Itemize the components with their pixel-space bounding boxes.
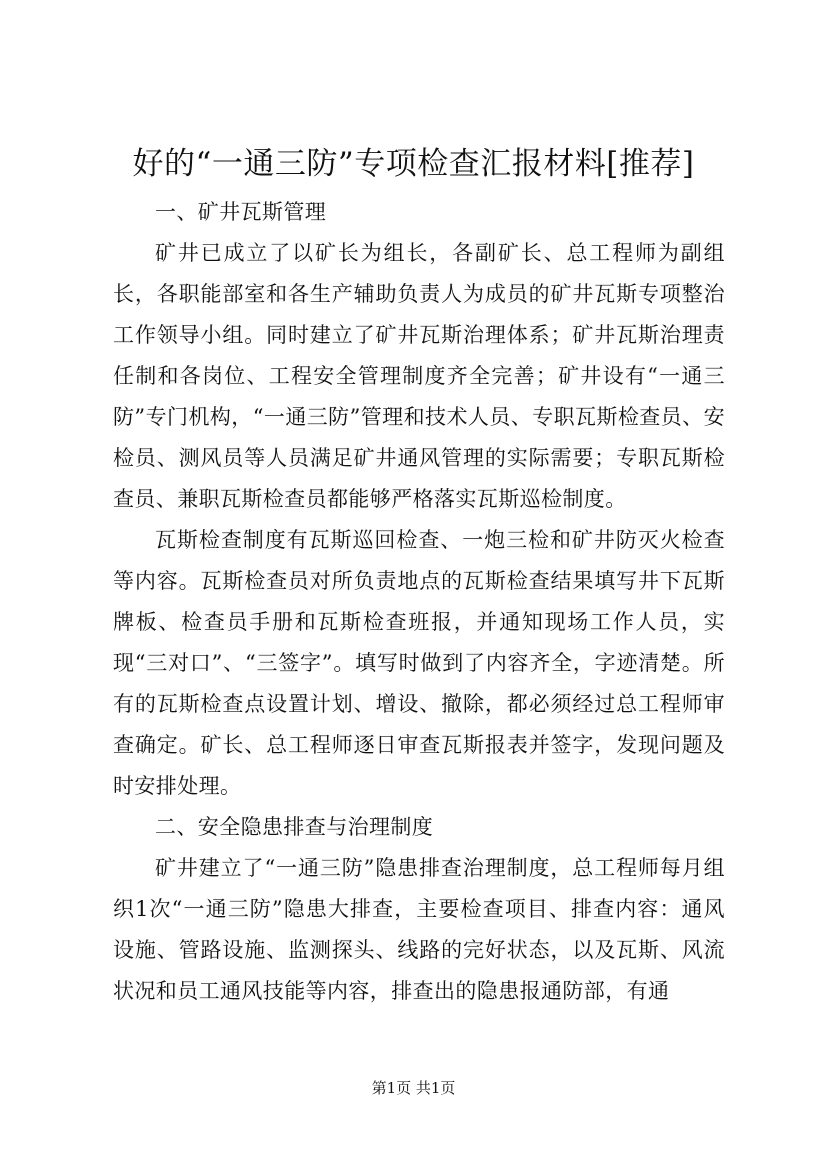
paragraph-hazard-investigation: 矿井建立了“一通三防”隐患排查治理制度，总工程师每月组织1次“一通三防”隐患大排查，主要检查项目、排查内容：通风设施、管路设施、监测探头、线路的完好状态，以及瓦斯、风流状况和员工通风技能等内容，排查出的隐患报通防部，有通 [113,856,725,1003]
paragraph-gas-organization: 矿井已成立了以矿长为组长，各副矿长、总工程师为副组长，各职能部室和各生产辅助负责人为成员的矿井瓦斯专项整治工作领导小组。同时建立了矿井瓦斯治理体系；矿井瓦斯治理责任制和各岗位、工程安全管理制度齐全完善；矿井设有“一通三防”专门机构，“一通三防”管理和技术人员、专职瓦斯检查员、安检员、测风员等人员满足矿井通风管理的实际需要；专职瓦斯检查员、兼职瓦斯检查员都能够严格落实瓦斯巡检制度。 [113,241,725,511]
document-title: 好的“一通三防”专项检查汇报材料[推荐] [132,146,695,182]
paragraph-gas-inspection: 瓦斯检查制度有瓦斯巡回检查、一炮三检和矿井防灭火检查等内容。瓦斯检查员对所负责地点的瓦斯检查结果填写井下瓦斯牌板、检查员手册和瓦斯检查班报，并通知现场工作人员，实现“三对口”、“三签字”。填写时做到了内容齐全，字迹清楚。所有的瓦斯检查点设置计划、增设、撤除，都必须经过总工程师审查确定。矿长、总工程师逐日审查瓦斯报表并签字，发现问题及时安排处理。 [113,528,725,798]
section-heading-hazard-investigation: 二、安全隐患排查与治理制度 [155,815,434,839]
document-body [113,192,725,1012]
page-footer: 第1页 共1页 [371,1079,456,1097]
section-heading-gas-management: 一、矿井瓦斯管理 [155,200,327,224]
